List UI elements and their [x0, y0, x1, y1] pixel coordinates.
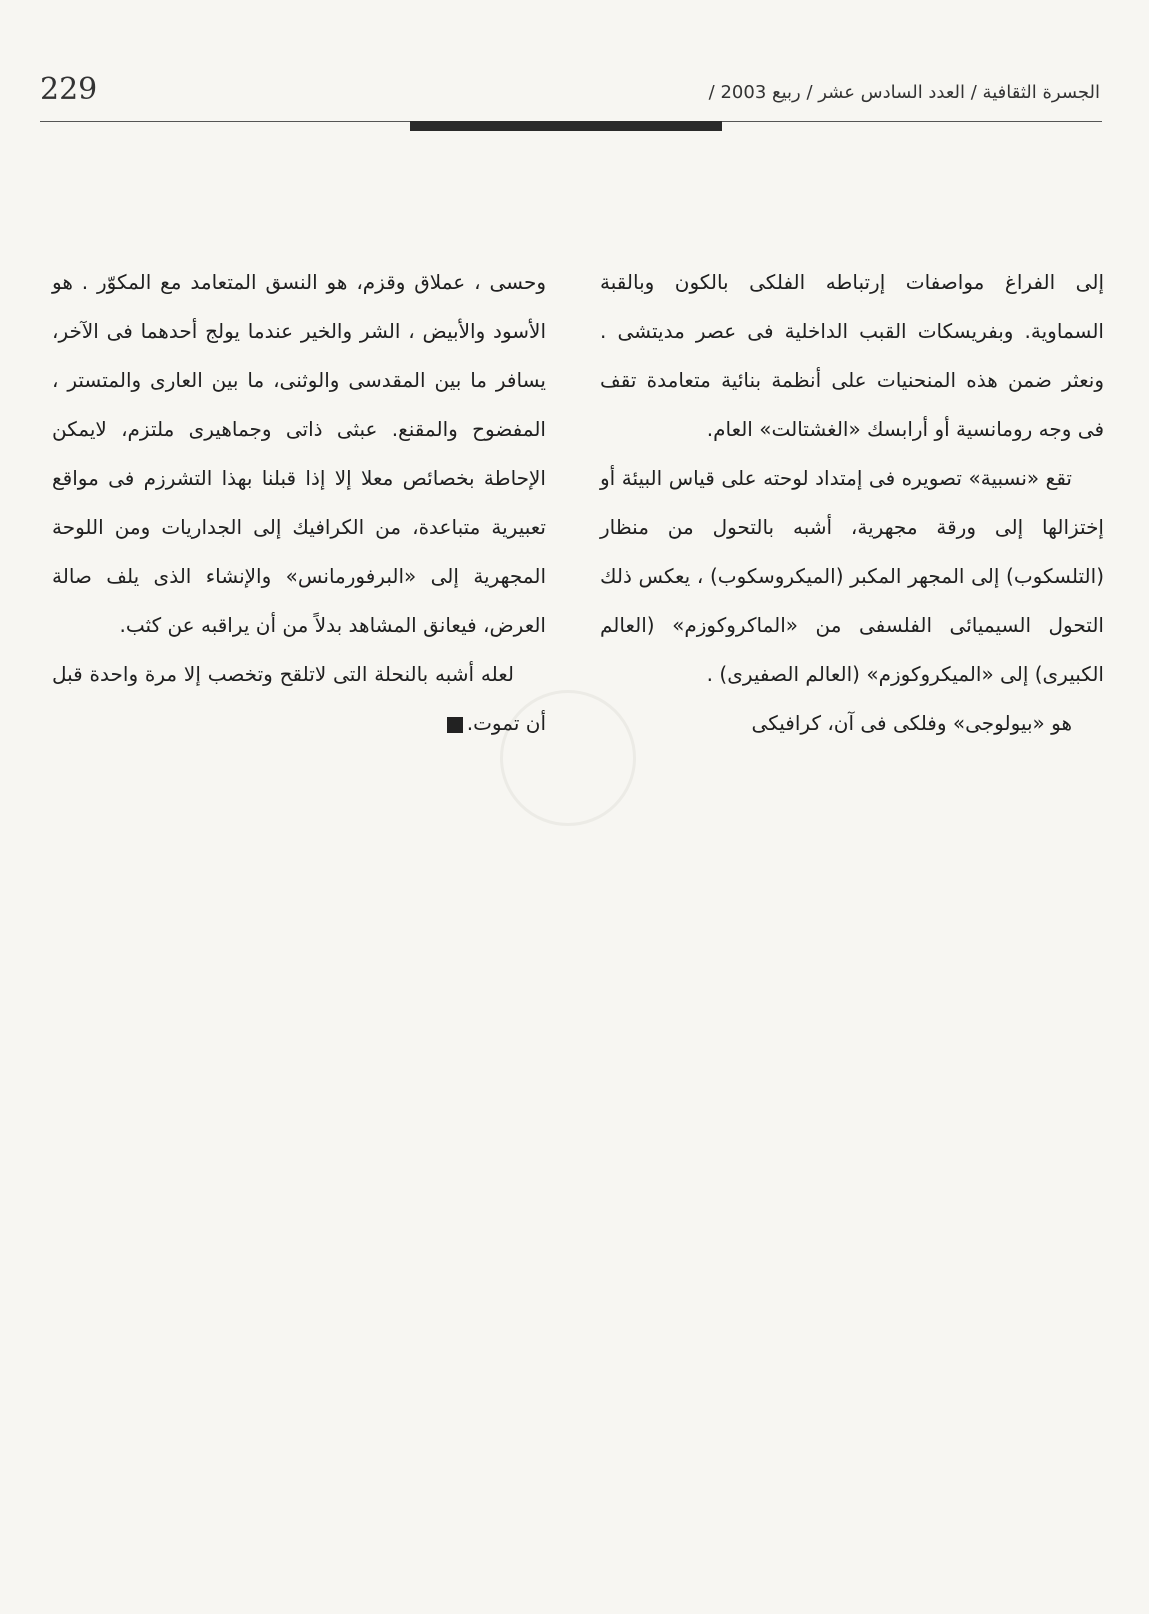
header-rule-bar — [410, 121, 722, 131]
body-paragraph: إلى الفراغ مواصفات إرتباطه الفلكى بالكون وبالقبة السماوية. وبفريسكات القبب الداخلية فى عصر مديتشى . ونعثر ضمن هذه المنحنيات على أنظمة بنائية متعامدة تقف فى وجه رومانسية أو أرابسك «الغشتالت» العام. — [600, 270, 1104, 441]
page-number: 229 — [40, 72, 98, 107]
running-header — [40, 72, 1100, 112]
closing-text: لعله أشبه بالنحلة التى لاتلقح وتخصب إلا مرة واحدة قبل أن تموت. — [52, 662, 546, 735]
end-of-article-mark — [447, 717, 463, 733]
text-column-left — [52, 258, 546, 748]
body-paragraph: وحسى ، عملاق وقزم، هو النسق المتعامد مع المكوّر . هو الأسود والأبيض ، الشر والخير عندما يولج أحدهما فى الآخر، يسافر ما بين المقدسى والوثنى، ما بين العارى والمتستر ، المفضوح والمقنع. عبثى ذاتى وجماهيرى ملتزم، لايمكن الإحاطة بخصائص معلا إلا إذا قبلنا بهذا التشرزم فى مواقع تعبيرية متباعدة، من الكرافيك إلى الجداريات ومن اللوحة المجهرية إلى «البرفورمانس» والإنشاء الذى يلف صالة العرض، فيعانق المشاهد بدلاً من أن يراقبه عن كثب. — [52, 270, 546, 637]
body-paragraph: تقع «نسبية» تصويره فى إمتداد لوحته على قياس البيئة أو إختزالها إلى ورقة مجهرية، أشبه بالتحول من منظار (التلسكوب) إلى المجهر المكبر (الميكروسكوب) ، يعكس ذلك التحول السيميائى الفلسفى من «الماكروكوزم» (العالم الكبيرى) إلى «الميكروكوزم» (العالم الصفيرى) . — [600, 466, 1104, 686]
closing-paragraph — [52, 650, 546, 748]
journal-running-head: الجسرة الثقافية / العدد السادس عشر / ربيع 2003 / — [708, 82, 1100, 103]
body-paragraph: هو «بيولوجى» وفلكى فى آن، كرافيكى — [751, 711, 1072, 735]
text-column-right — [600, 258, 1104, 748]
